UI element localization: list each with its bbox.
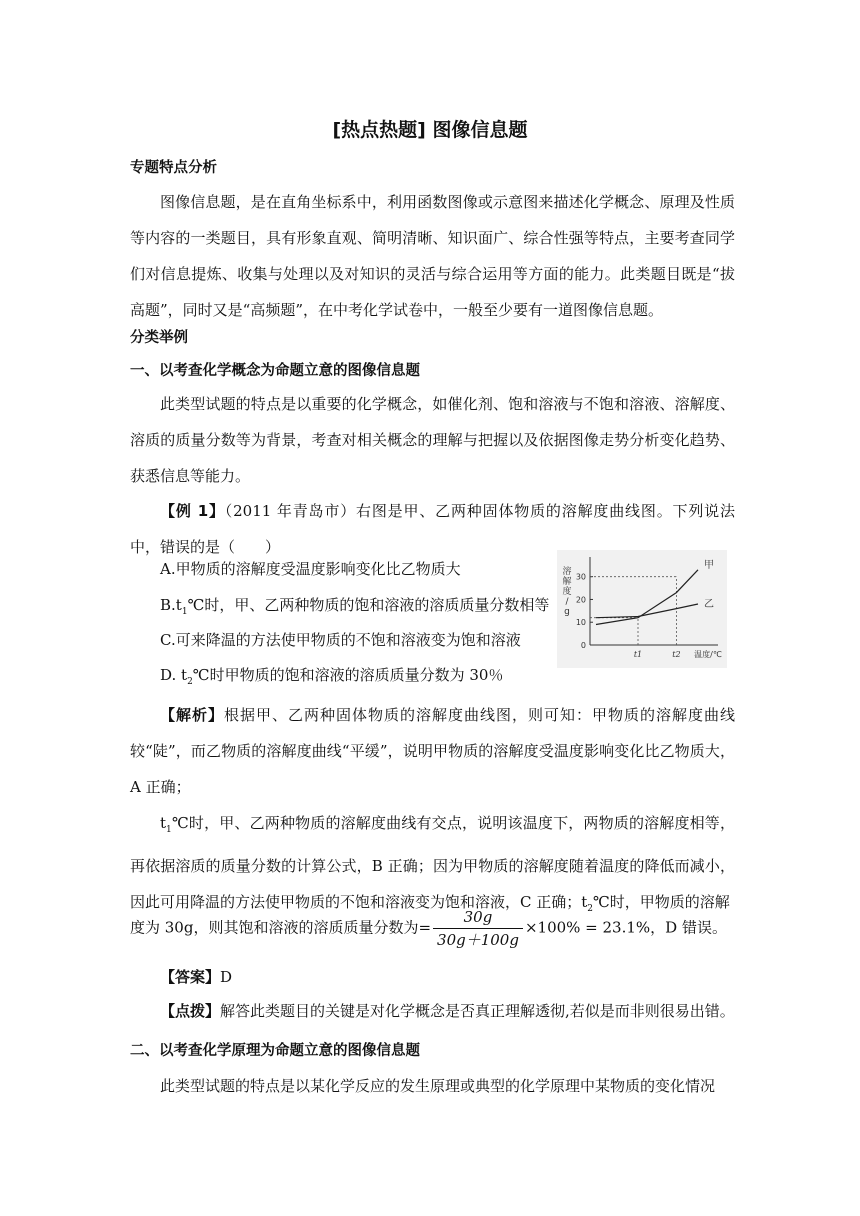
section-heading-analysis: 专题特点分析 (130, 160, 217, 176)
page-title: [热点热题] 图像信息题 (332, 119, 528, 141)
section-heading-examples: 分类举例 (130, 330, 188, 346)
part1-paragraph: 此类型试题的特点是以重要的化学概念，如催化剂、饱和溶液与不饱和溶液、溶解度、溶质的质量分数等为背景，考查对相关概念的理解与把握以及依据图像走势分析变化趋势、获悉信息等能力。 (130, 395, 735, 485)
y-tick-label: 30 (575, 572, 586, 582)
series-label: 甲 (704, 559, 714, 571)
x-tick-label: t1 (633, 650, 643, 659)
part2-paragraph: 此类型试题的特点是以某化学反应的发生原理或典型的化学原理中某物质的变化情况 (160, 1077, 716, 1095)
series-label: 乙 (704, 599, 714, 610)
option-b: $B.t_1℃$时，甲、乙两种物质的饱和溶液的溶质质量分数相等 (160, 596, 550, 617)
answer-line: 【答案】D (160, 968, 233, 986)
example1-stem-text: （2011 年青岛市）右图是甲、乙两种固体物质的溶解度曲线图。下列说法中，错误的是（ ） (130, 502, 735, 556)
x-axis-label: 温度/℃ (694, 650, 722, 659)
option-a: A.甲物质的溶解度受温度影响变化比乙物质大 (160, 560, 461, 578)
y-tick-label: 0 (580, 641, 586, 650)
x-tick-label: t2 (672, 650, 681, 659)
y-axis-label-char: 溶 (562, 567, 572, 577)
y-axis-label-char: / (565, 597, 569, 607)
analysis-para-3: 度为 30g，则其饱和溶液的溶质质量分数为= $\frac{30g}{30g+100g}$ ×100% = 23.1%，D 错误。 (130, 908, 727, 949)
tip-line: 【点拨】解答此类题目的关键是对化学概念是否真正理解透彻,若似是而非则很易出错。 (160, 1002, 735, 1020)
analysis-para-2: $t_1℃$时，甲、乙两种物质的溶解度曲线有交点，说明该温度下，两物质的溶解度相等，再依据溶质的质量分数的计算公式，B 正确；因为甲物质的溶解度随着温度的降低而减小，因此可用降温的方法使甲物质的不饱和溶液变为饱和溶液，C 正确；$t_2℃$时，甲物质的溶解 (130, 814, 735, 914)
y-axis-label-char: g (564, 607, 570, 617)
analysis-label: 【解析】 (160, 706, 224, 724)
analysis-para-1: 【解析】根据甲、乙两种固体物质的溶解度曲线图，则可知：甲物质的溶解度曲线较“陡”，而乙物质的溶解度曲线“平缓”，说明甲物质的溶解度受温度影响变化比乙物质大，A 正确； (130, 706, 735, 796)
y-axis-label-char: 解 (562, 577, 572, 587)
solubility-chart (557, 550, 727, 668)
analysis-paragraph: 图像信息题，是在直角坐标系中，利用函数图像或示意图来描述化学概念、原理及性质等内容的一类题目，具有形象直观、简明清晰、知识面广、综合性强等特点，主要考查同学们对信息提炼、收集与处理以及对知识的灵活与综合运用等方面的能力。此类题目既是“拔高题”，同时又是“高频题”，在中考化学试卷中，一般至少要有一道图像信息题。 (130, 193, 735, 319)
part2-heading: 二、以考查化学原理为命题立意的图像信息题 (130, 1043, 420, 1059)
y-tick-label: 20 (575, 595, 586, 605)
option-d: D. $t_2℃$时甲物质的饱和溶液的溶质质量分数为 30％ (160, 666, 504, 687)
y-axis-label-char: 度 (562, 587, 572, 597)
option-c: C.可来降温的方法使甲物质的不饱和溶液变为饱和溶液 (160, 631, 521, 649)
part1-heading: 一、以考查化学概念为命题立意的图像信息题 (130, 363, 420, 379)
example1-label: 【例 1】 (160, 502, 225, 520)
mass-fraction-formula: $\frac{30g}{30g+100g}$ (433, 906, 523, 951)
y-tick-label: 10 (575, 618, 586, 628)
